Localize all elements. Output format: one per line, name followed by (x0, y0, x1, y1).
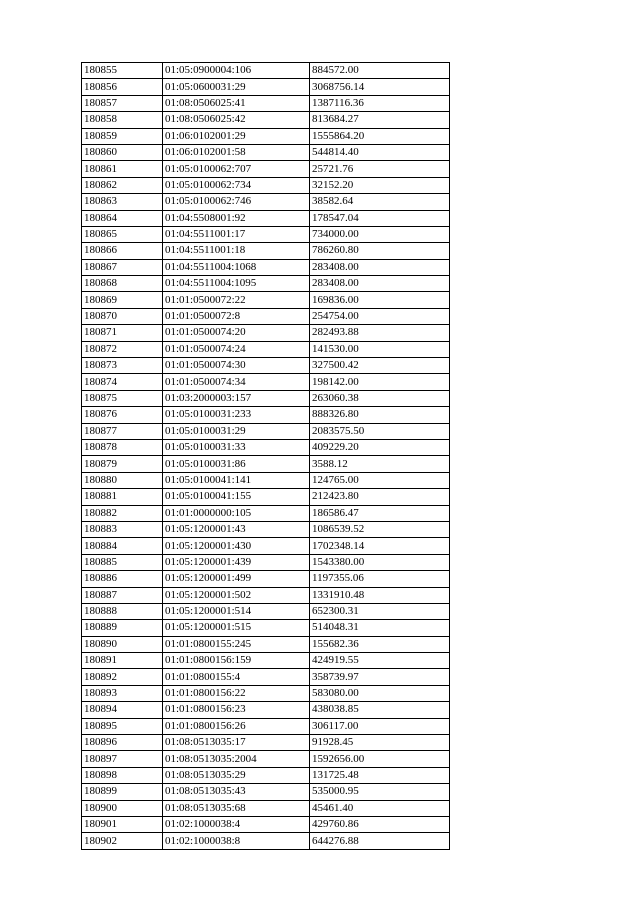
row-number-cell: 180874 (82, 374, 163, 390)
cadastral-number-cell: 01:04:5508001:92 (163, 210, 310, 226)
table-row (82, 833, 450, 849)
table-row (82, 128, 450, 144)
value-cell: 884572.00 (310, 63, 450, 79)
value-cell: 409229.20 (310, 439, 450, 455)
value-cell: 1592656.00 (310, 751, 450, 767)
table-row (82, 571, 450, 587)
row-number-cell: 180855 (82, 63, 163, 79)
cadastral-number-cell: 01:04:5511001:17 (163, 226, 310, 242)
table-row (82, 112, 450, 128)
row-number-cell: 180877 (82, 423, 163, 439)
table-row (82, 407, 450, 423)
row-number-cell: 180873 (82, 358, 163, 374)
cadastral-number-cell: 01:05:0100062:746 (163, 194, 310, 210)
table-row (82, 63, 450, 79)
row-number-cell: 180894 (82, 702, 163, 718)
cadastral-number-cell: 01:05:0100031:29 (163, 423, 310, 439)
table-row (82, 95, 450, 111)
row-number-cell: 180878 (82, 439, 163, 455)
value-cell: 169836.00 (310, 292, 450, 308)
cadastral-number-cell: 01:05:0900004:106 (163, 63, 310, 79)
cadastral-number-cell: 01:08:0513035:43 (163, 784, 310, 800)
value-cell: 358739.97 (310, 669, 450, 685)
row-number-cell: 180883 (82, 521, 163, 537)
row-number-cell: 180871 (82, 325, 163, 341)
cadastral-number-cell: 01:05:0600031:29 (163, 79, 310, 95)
cadastral-number-cell: 01:05:1200001:43 (163, 521, 310, 537)
table-row (82, 669, 450, 685)
table-row (82, 538, 450, 554)
table-row (82, 587, 450, 603)
cadastral-number-cell: 01:05:0100062:734 (163, 177, 310, 193)
table-row (82, 194, 450, 210)
table-row (82, 489, 450, 505)
row-number-cell: 180860 (82, 144, 163, 160)
table-row (82, 79, 450, 95)
table-row (82, 620, 450, 636)
table-row (82, 325, 450, 341)
table-row (82, 735, 450, 751)
value-cell: 131725.48 (310, 767, 450, 783)
row-number-cell: 180882 (82, 505, 163, 521)
value-cell: 1702348.14 (310, 538, 450, 554)
cadastral-number-cell: 01:02:1000038:8 (163, 833, 310, 849)
table-row (82, 390, 450, 406)
cadastral-number-cell: 01:05:0100041:155 (163, 489, 310, 505)
table-row (82, 161, 450, 177)
value-cell: 888326.80 (310, 407, 450, 423)
value-cell: 1555864.20 (310, 128, 450, 144)
value-cell: 32152.20 (310, 177, 450, 193)
cadastral-number-cell: 01:08:0506025:42 (163, 112, 310, 128)
cadastral-number-cell: 01:08:0513035:2004 (163, 751, 310, 767)
value-cell: 124765.00 (310, 472, 450, 488)
table-row (82, 505, 450, 521)
row-number-cell: 180889 (82, 620, 163, 636)
row-number-cell: 180856 (82, 79, 163, 95)
value-cell: 544814.40 (310, 144, 450, 160)
cadastral-number-cell: 01:05:1200001:514 (163, 603, 310, 619)
cadastral-number-cell: 01:08:0513035:68 (163, 800, 310, 816)
value-cell: 535000.95 (310, 784, 450, 800)
cadastral-number-cell: 01:05:1200001:502 (163, 587, 310, 603)
row-number-cell: 180895 (82, 718, 163, 734)
row-number-cell: 180892 (82, 669, 163, 685)
table-row (82, 521, 450, 537)
row-number-cell: 180864 (82, 210, 163, 226)
table-row (82, 177, 450, 193)
table-row (82, 341, 450, 357)
row-number-cell: 180897 (82, 751, 163, 767)
row-number-cell: 180900 (82, 800, 163, 816)
row-number-cell: 180857 (82, 95, 163, 111)
value-cell: 178547.04 (310, 210, 450, 226)
value-cell: 3068756.14 (310, 79, 450, 95)
cadastral-number-cell: 01:02:1000038:4 (163, 816, 310, 832)
table-row (82, 276, 450, 292)
table-row (82, 439, 450, 455)
value-cell: 429760.86 (310, 816, 450, 832)
cadastral-number-cell: 01:08:0513035:29 (163, 767, 310, 783)
cadastral-number-cell: 01:01:0000000:105 (163, 505, 310, 521)
value-cell: 254754.00 (310, 308, 450, 324)
cadastral-number-cell: 01:04:5511001:18 (163, 243, 310, 259)
value-cell: 786260.80 (310, 243, 450, 259)
row-number-cell: 180866 (82, 243, 163, 259)
value-cell: 25721.76 (310, 161, 450, 177)
value-cell: 583080.00 (310, 685, 450, 701)
table-row (82, 751, 450, 767)
cadastral-number-cell: 01:01:0500072:8 (163, 308, 310, 324)
row-number-cell: 180893 (82, 685, 163, 701)
value-cell: 327500.42 (310, 358, 450, 374)
row-number-cell: 180901 (82, 816, 163, 832)
table-row (82, 685, 450, 701)
cadastral-number-cell: 01:01:0500074:24 (163, 341, 310, 357)
row-number-cell: 180886 (82, 571, 163, 587)
data-table (81, 62, 450, 850)
row-number-cell: 180861 (82, 161, 163, 177)
table-row (82, 653, 450, 669)
cadastral-number-cell: 01:06:0102001:58 (163, 144, 310, 160)
row-number-cell: 180880 (82, 472, 163, 488)
cadastral-number-cell: 01:03:2000003:157 (163, 390, 310, 406)
value-cell: 1543380.00 (310, 554, 450, 570)
row-number-cell: 180896 (82, 735, 163, 751)
cadastral-number-cell: 01:08:0506025:41 (163, 95, 310, 111)
row-number-cell: 180888 (82, 603, 163, 619)
row-number-cell: 180876 (82, 407, 163, 423)
value-cell: 212423.80 (310, 489, 450, 505)
cadastral-number-cell: 01:01:0500074:30 (163, 358, 310, 374)
table-row (82, 816, 450, 832)
value-cell: 306117.00 (310, 718, 450, 734)
value-cell: 198142.00 (310, 374, 450, 390)
table-row (82, 554, 450, 570)
cadastral-number-cell: 01:05:1200001:439 (163, 554, 310, 570)
table-row (82, 702, 450, 718)
cadastral-number-cell: 01:01:0800155:4 (163, 669, 310, 685)
value-cell: 282493.88 (310, 325, 450, 341)
value-cell: 1086539.52 (310, 521, 450, 537)
value-cell: 438038.85 (310, 702, 450, 718)
cadastral-number-cell: 01:01:0500074:20 (163, 325, 310, 341)
row-number-cell: 180884 (82, 538, 163, 554)
cadastral-number-cell: 01:05:1200001:430 (163, 538, 310, 554)
cadastral-number-cell: 01:05:1200001:499 (163, 571, 310, 587)
value-cell: 1331910.48 (310, 587, 450, 603)
row-number-cell: 180868 (82, 276, 163, 292)
value-cell: 186586.47 (310, 505, 450, 521)
value-cell: 424919.55 (310, 653, 450, 669)
table-row (82, 243, 450, 259)
table-row (82, 472, 450, 488)
table-row (82, 210, 450, 226)
table-row (82, 456, 450, 472)
row-number-cell: 180870 (82, 308, 163, 324)
cadastral-number-cell: 01:05:0100031:33 (163, 439, 310, 455)
value-cell: 45461.40 (310, 800, 450, 816)
row-number-cell: 180898 (82, 767, 163, 783)
row-number-cell: 180879 (82, 456, 163, 472)
row-number-cell: 180862 (82, 177, 163, 193)
value-cell: 1197355.06 (310, 571, 450, 587)
cadastral-number-cell: 01:01:0800156:22 (163, 685, 310, 701)
value-cell: 3588.12 (310, 456, 450, 472)
row-number-cell: 180890 (82, 636, 163, 652)
row-number-cell: 180865 (82, 226, 163, 242)
value-cell: 283408.00 (310, 276, 450, 292)
row-number-cell: 180859 (82, 128, 163, 144)
row-number-cell: 180863 (82, 194, 163, 210)
value-cell: 813684.27 (310, 112, 450, 128)
table-row (82, 423, 450, 439)
row-number-cell: 180885 (82, 554, 163, 570)
cadastral-number-cell: 01:01:0800155:245 (163, 636, 310, 652)
table-body (82, 63, 450, 850)
table-row (82, 358, 450, 374)
value-cell: 734000.00 (310, 226, 450, 242)
table-row (82, 292, 450, 308)
table-row (82, 259, 450, 275)
table-row (82, 226, 450, 242)
row-number-cell: 180887 (82, 587, 163, 603)
value-cell: 283408.00 (310, 259, 450, 275)
value-cell: 91928.45 (310, 735, 450, 751)
table-row (82, 767, 450, 783)
cadastral-number-cell: 01:05:0100031:86 (163, 456, 310, 472)
table-row (82, 144, 450, 160)
row-number-cell: 180902 (82, 833, 163, 849)
table-row (82, 308, 450, 324)
table-row (82, 374, 450, 390)
value-cell: 263060.38 (310, 390, 450, 406)
value-cell: 2083575.50 (310, 423, 450, 439)
row-number-cell: 180869 (82, 292, 163, 308)
cadastral-number-cell: 01:08:0513035:17 (163, 735, 310, 751)
value-cell: 38582.64 (310, 194, 450, 210)
value-cell: 141530.00 (310, 341, 450, 357)
cadastral-number-cell: 01:01:0800156:26 (163, 718, 310, 734)
cadastral-number-cell: 01:01:0500072:22 (163, 292, 310, 308)
value-cell: 644276.88 (310, 833, 450, 849)
row-number-cell: 180891 (82, 653, 163, 669)
row-number-cell: 180899 (82, 784, 163, 800)
value-cell: 514048.31 (310, 620, 450, 636)
cadastral-number-cell: 01:01:0500074:34 (163, 374, 310, 390)
cadastral-number-cell: 01:05:1200001:515 (163, 620, 310, 636)
cadastral-number-cell: 01:05:0100062:707 (163, 161, 310, 177)
row-number-cell: 180872 (82, 341, 163, 357)
value-cell: 652300.31 (310, 603, 450, 619)
cadastral-number-cell: 01:04:5511004:1068 (163, 259, 310, 275)
table-row (82, 603, 450, 619)
row-number-cell: 180867 (82, 259, 163, 275)
value-cell: 1387116.36 (310, 95, 450, 111)
cadastral-number-cell: 01:06:0102001:29 (163, 128, 310, 144)
table-row (82, 784, 450, 800)
table-row (82, 800, 450, 816)
row-number-cell: 180858 (82, 112, 163, 128)
value-cell: 155682.36 (310, 636, 450, 652)
table-row (82, 636, 450, 652)
cadastral-number-cell: 01:01:0800156:159 (163, 653, 310, 669)
cadastral-number-cell: 01:01:0800156:23 (163, 702, 310, 718)
cadastral-number-cell: 01:05:0100041:141 (163, 472, 310, 488)
row-number-cell: 180875 (82, 390, 163, 406)
cadastral-number-cell: 01:05:0100031:233 (163, 407, 310, 423)
table-row (82, 718, 450, 734)
cadastral-number-cell: 01:04:5511004:1095 (163, 276, 310, 292)
row-number-cell: 180881 (82, 489, 163, 505)
